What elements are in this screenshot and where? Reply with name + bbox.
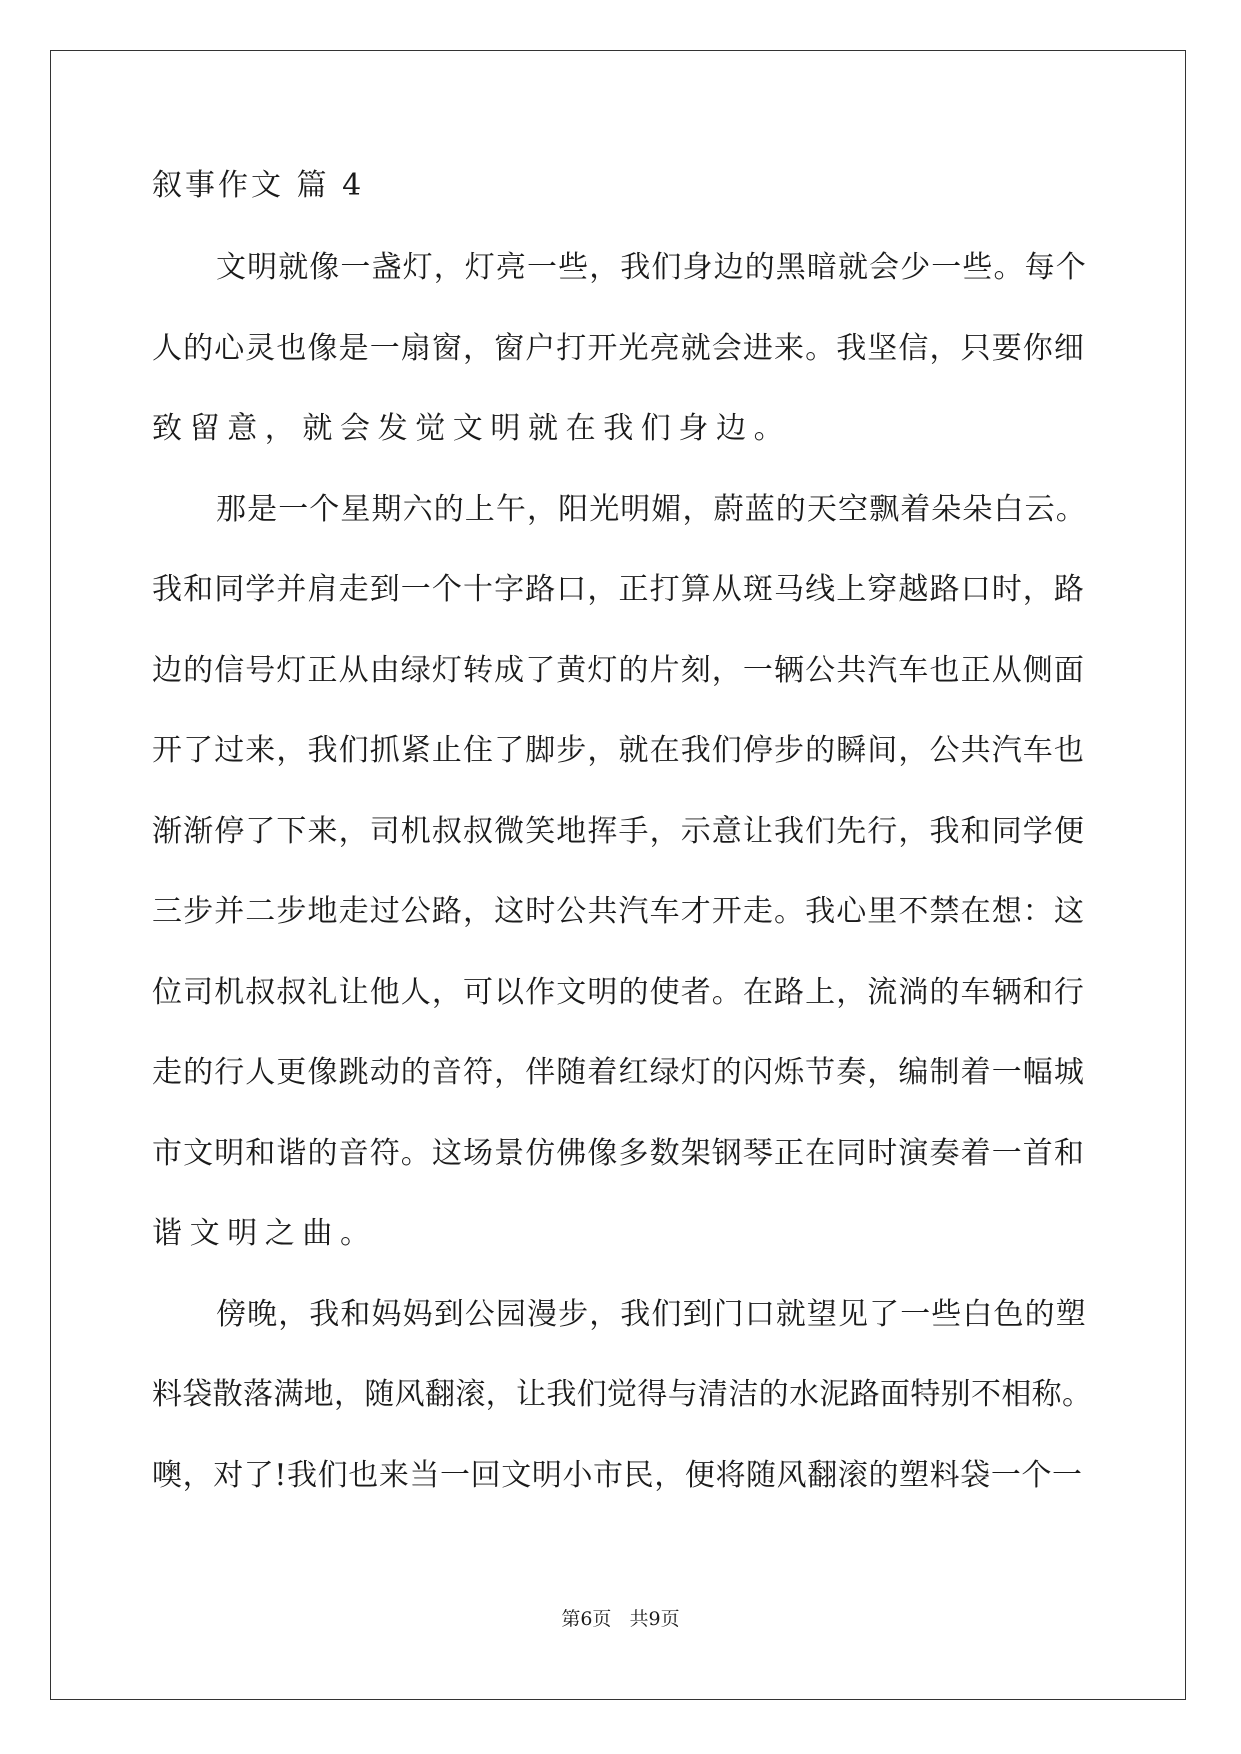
paragraph-3	[152, 1275, 1092, 1517]
text-line: 文明就像一盏灯，灯亮一些，我们身边的黑暗就会少一些。每个	[216, 250, 1087, 285]
text-line: 人的心灵也像是一扇窗，窗户打开光亮就会进来。我坚信，只要你细	[152, 330, 1085, 366]
text-line: 噢，对了!我们也来当一回文明小市民，便将随风翻滚的塑料袋一个一	[152, 1457, 1083, 1493]
text-line: 料袋散落满地，随风翻滚，让我们觉得与清洁的水泥路面特别不相称。	[152, 1377, 1092, 1412]
text-line: 那是一个星期六的上午，阳光明媚，蔚蓝的天空飘着朵朵白云。	[216, 491, 1087, 527]
paragraph-2	[152, 470, 1092, 1275]
section-heading: 叙事作文 篇 4	[152, 168, 365, 203]
text-line: 傍晚，我和妈妈到公园漫步，我们到门口就望见了一些白色的塑	[216, 1296, 1087, 1332]
text-line: 开了过来，我们抓紧止住了脚步，就在我们停步的瞬间，公共汽车也	[152, 733, 1085, 768]
text-line: 边的信号灯正从由绿灯转成了黄灯的片刻，一辆公共汽车也正从侧面	[152, 652, 1085, 688]
text-line: 市文明和谐的音符。这场景仿佛像多数架钢琴正在同时演奏着一首和	[152, 1135, 1085, 1171]
text-line: 谐文明之曲。	[152, 1216, 378, 1251]
text-line: 致留意，就会发觉文明就在我们身边。	[152, 411, 792, 446]
text-line: 走的行人更像跳动的音符，伴随着红绿灯的闪烁节奏，编制着一幅城	[152, 1055, 1085, 1090]
document-body	[152, 166, 1092, 1516]
text-line: 渐渐停了下来，司机叔叔微笑地挥手，示意让我们先行，我和同学便	[152, 813, 1085, 849]
paragraph-1	[152, 228, 1092, 470]
page-number-footer: 第6页 共9页	[561, 1608, 680, 1630]
text-line: 我和同学并肩走到一个十字路口，正打算从斑马线上穿越路口时，路	[152, 572, 1085, 607]
text-line: 位司机叔叔礼让他人，可以作文明的使者。在路上，流淌的车辆和行	[152, 974, 1085, 1010]
text-line: 三步并二步地走过公路，这时公共汽车才开走。我心里不禁在想：这	[152, 894, 1085, 929]
